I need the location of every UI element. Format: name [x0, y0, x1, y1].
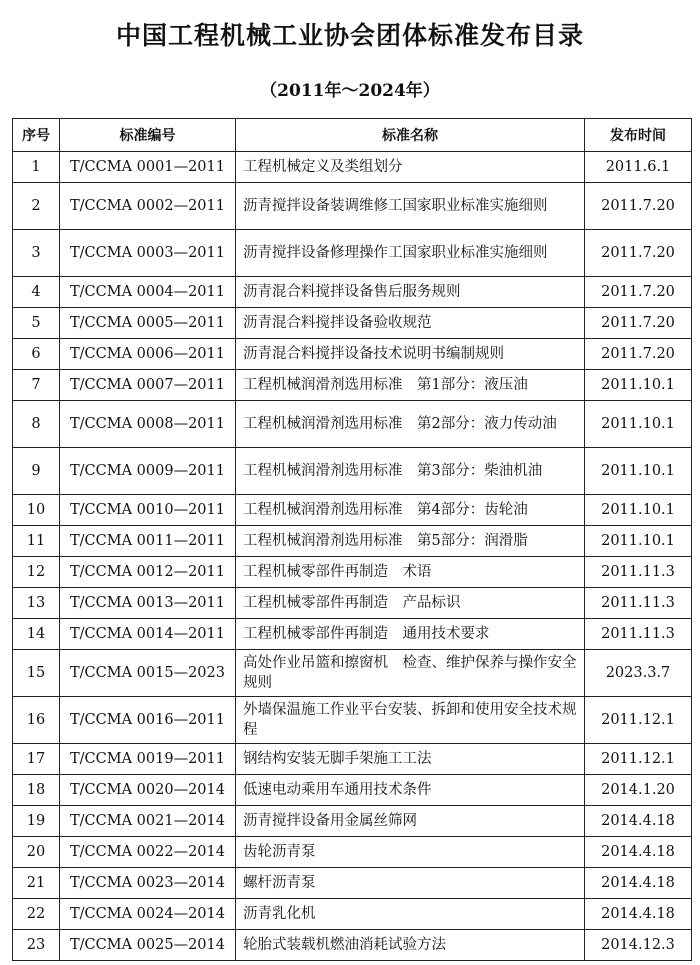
row-name: 沥青混合料搅拌设备验收规范 [236, 308, 585, 339]
row-date: 2011.10.1 [585, 448, 692, 495]
row-number: 9 [13, 448, 60, 495]
row-code: T/CCMA 0007—2011 [60, 370, 236, 401]
row-code: T/CCMA 0009—2011 [60, 448, 236, 495]
row-name: 低速电动乘用车通用技术条件 [236, 775, 585, 806]
row-name: 沥青乳化机 [236, 899, 585, 930]
row-number: 15 [13, 650, 60, 697]
row-date: 2011.10.1 [585, 526, 692, 557]
table-row [13, 868, 692, 899]
row-name: 工程机械润滑剂选用标准 第4部分：齿轮油 [236, 495, 585, 526]
document-subtitle: （2011年～2024年） [260, 81, 440, 101]
header-name: 标准名称 [236, 119, 585, 152]
row-number: 2 [13, 183, 60, 230]
row-number: 13 [13, 588, 60, 619]
row-code: T/CCMA 0013—2011 [60, 588, 236, 619]
row-date: 2011.7.20 [585, 308, 692, 339]
row-name: 螺杆沥青泵 [236, 868, 585, 899]
row-code: T/CCMA 0021—2014 [60, 806, 236, 837]
row-number: 7 [13, 370, 60, 401]
table-row [13, 588, 692, 619]
row-code: T/CCMA 0004—2011 [60, 277, 236, 308]
row-name: 钢结构安装无脚手架施工工法 [236, 744, 585, 775]
table-row [13, 775, 692, 806]
row-name: 工程机械润滑剂选用标准 第2部分：液力传动油 [236, 401, 585, 448]
table-body [13, 152, 692, 961]
row-number: 5 [13, 308, 60, 339]
row-date: 2014.1.20 [585, 775, 692, 806]
row-name: 齿轮沥青泵 [236, 837, 585, 868]
table-row [13, 806, 692, 837]
row-name: 沥青混合料搅拌设备售后服务规则 [236, 277, 585, 308]
table-header-row [13, 119, 692, 152]
row-code: T/CCMA 0023—2014 [60, 868, 236, 899]
row-code: T/CCMA 0005—2011 [60, 308, 236, 339]
row-name: 工程机械零部件再制造 通用技术要求 [236, 619, 585, 650]
row-number: 6 [13, 339, 60, 370]
row-name: 工程机械零部件再制造 产品标识 [236, 588, 585, 619]
row-date: 2014.4.18 [585, 806, 692, 837]
row-date: 2011.11.3 [585, 588, 692, 619]
row-name: 沥青搅拌设备装调维修工国家职业标准实施细则 [236, 183, 585, 230]
document-title: 中国工程机械工业协会团体标准发布目录 [115, 21, 584, 50]
header-number: 序号 [13, 119, 60, 152]
row-name: 轮胎式装载机燃油消耗试验方法 [236, 930, 585, 961]
row-number: 21 [13, 868, 60, 899]
row-number: 11 [13, 526, 60, 557]
row-date: 2014.4.18 [585, 868, 692, 899]
table-row [13, 230, 692, 277]
row-date: 2011.12.1 [585, 744, 692, 775]
row-date: 2011.7.20 [585, 277, 692, 308]
table-row [13, 526, 692, 557]
row-date: 2011.11.3 [585, 557, 692, 588]
row-code: T/CCMA 0024—2014 [60, 899, 236, 930]
table-row [13, 183, 692, 230]
row-name: 沥青搅拌设备修理操作工国家职业标准实施细则 [236, 230, 585, 277]
row-date: 2011.7.20 [585, 230, 692, 277]
row-number: 3 [13, 230, 60, 277]
row-date: 2011.12.1 [585, 697, 692, 744]
row-number: 20 [13, 837, 60, 868]
standards-table [12, 118, 692, 961]
row-name: 沥青混合料搅拌设备技术说明书编制规则 [236, 339, 585, 370]
row-date: 2023.3.7 [585, 650, 692, 697]
table-row [13, 899, 692, 930]
row-name: 外墙保温施工作业平台安装、拆卸和使用安全技术规程 [236, 697, 585, 744]
row-number: 17 [13, 744, 60, 775]
row-number: 22 [13, 899, 60, 930]
row-number: 14 [13, 619, 60, 650]
table-row [13, 308, 692, 339]
row-name: 沥青搅拌设备用金属丝筛网 [236, 806, 585, 837]
row-code: T/CCMA 0006—2011 [60, 339, 236, 370]
row-date: 2011.10.1 [585, 495, 692, 526]
table-row [13, 930, 692, 961]
row-number: 16 [13, 697, 60, 744]
row-date: 2011.7.20 [585, 183, 692, 230]
table-row [13, 697, 692, 744]
row-date: 2014.4.18 [585, 837, 692, 868]
row-code: T/CCMA 0003—2011 [60, 230, 236, 277]
table-row [13, 619, 692, 650]
table-row [13, 277, 692, 308]
row-date: 2011.10.1 [585, 401, 692, 448]
row-name: 工程机械定义及类组划分 [236, 152, 585, 183]
row-code: T/CCMA 0025—2014 [60, 930, 236, 961]
row-code: T/CCMA 0022—2014 [60, 837, 236, 868]
row-number: 23 [13, 930, 60, 961]
table-row [13, 370, 692, 401]
row-name: 工程机械零部件再制造 术语 [236, 557, 585, 588]
table-row [13, 495, 692, 526]
row-date: 2011.10.1 [585, 370, 692, 401]
table-row [13, 448, 692, 495]
row-date: 2014.12.3 [585, 930, 692, 961]
row-code: T/CCMA 0020—2014 [60, 775, 236, 806]
row-name: 工程机械润滑剂选用标准 第3部分：柴油机油 [236, 448, 585, 495]
row-date: 2014.4.18 [585, 899, 692, 930]
row-code: T/CCMA 0008—2011 [60, 401, 236, 448]
row-code: T/CCMA 0010—2011 [60, 495, 236, 526]
row-number: 4 [13, 277, 60, 308]
table-row [13, 744, 692, 775]
table-row [13, 650, 692, 697]
row-date: 2011.11.3 [585, 619, 692, 650]
row-code: T/CCMA 0019—2011 [60, 744, 236, 775]
row-date: 2011.7.20 [585, 339, 692, 370]
header-code: 标准编号 [60, 119, 236, 152]
row-number: 19 [13, 806, 60, 837]
table-row [13, 401, 692, 448]
row-code: T/CCMA 0012—2011 [60, 557, 236, 588]
row-code: T/CCMA 0001—2011 [60, 152, 236, 183]
row-number: 18 [13, 775, 60, 806]
row-number: 10 [13, 495, 60, 526]
row-code: T/CCMA 0011—2011 [60, 526, 236, 557]
table-row [13, 152, 692, 183]
row-number: 1 [13, 152, 60, 183]
row-number: 12 [13, 557, 60, 588]
row-name: 工程机械润滑剂选用标准 第5部分：润滑脂 [236, 526, 585, 557]
row-name: 高处作业吊篮和擦窗机 检查、维护保养与操作安全规则 [236, 650, 585, 697]
table-row [13, 557, 692, 588]
row-date: 2011.6.1 [585, 152, 692, 183]
row-code: T/CCMA 0015—2023 [60, 650, 236, 697]
row-code: T/CCMA 0016—2011 [60, 697, 236, 744]
row-code: T/CCMA 0014—2011 [60, 619, 236, 650]
header-date: 发布时间 [585, 119, 692, 152]
table-row [13, 837, 692, 868]
row-code: T/CCMA 0002—2011 [60, 183, 236, 230]
row-number: 8 [13, 401, 60, 448]
row-name: 工程机械润滑剂选用标准 第1部分：液压油 [236, 370, 585, 401]
table-row [13, 339, 692, 370]
